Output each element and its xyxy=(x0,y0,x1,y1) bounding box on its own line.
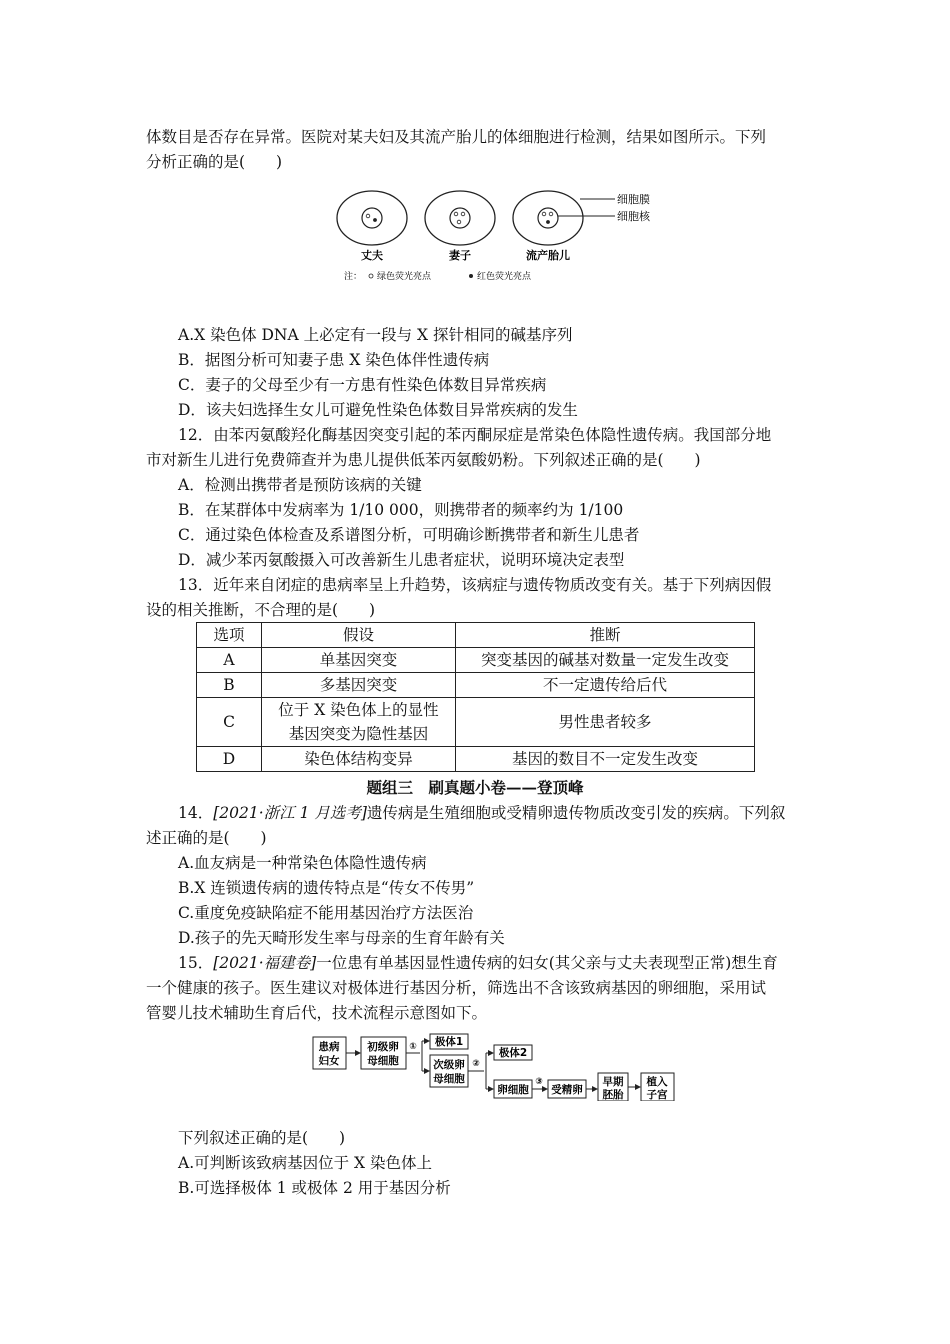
q11-option-c: C．妻子的父母至少有一方患有性染色体数目异常疾病 xyxy=(178,376,547,394)
q14-option-b: B.X 连锁遗传病的遗传特点是“传女不传男” xyxy=(178,879,475,897)
row-inference: 突变基因的碱基对数量一定发生改变 xyxy=(456,648,755,673)
note-red: 红色荧光亮点 xyxy=(477,272,532,282)
svg-text:卵细胞: 卵细胞 xyxy=(497,1084,529,1096)
q11-option-d: D．该夫妇选择生女儿可避免性染色体数目异常疾病的发生 xyxy=(178,401,578,419)
q14-stem-1 xyxy=(178,803,785,823)
red-dot xyxy=(373,218,377,222)
q13-table xyxy=(196,622,755,772)
svg-text:子宫: 子宫 xyxy=(646,1089,668,1101)
table-header-row xyxy=(197,623,755,648)
row-hypothesis xyxy=(262,698,456,747)
green-dot xyxy=(366,214,370,218)
q14-option-c: C.重度免疫缺陷症不能用基因治疗方法医治 xyxy=(178,904,474,922)
fetus-cell-nucleus xyxy=(538,208,558,228)
legend-red-dot xyxy=(469,274,473,278)
svg-text:次级卵: 次级卵 xyxy=(433,1059,465,1071)
row-option: C xyxy=(197,698,262,747)
row-option: B xyxy=(197,673,262,698)
label-nucleus: 细胞核 xyxy=(617,210,650,223)
table-row xyxy=(197,698,755,747)
q15-number: 15． xyxy=(178,954,214,972)
green-dot xyxy=(542,212,546,216)
q12-option-c: C．通过染色体检查及系谱图分析，可明确诊断携带者和新生儿患者 xyxy=(178,526,640,544)
q13-stem-2: 设的相关推断，不合理的是( ) xyxy=(146,601,376,619)
q14-stem-2: 述正确的是( ) xyxy=(146,829,267,847)
q14-stem-rest: 遗传病是生殖细胞或受精卵遗传物质改变引发的疾病。下列叙 xyxy=(366,804,786,822)
header-option: 选项 xyxy=(197,623,262,648)
row-hypothesis: 多基因突变 xyxy=(262,673,456,698)
step-2: ② xyxy=(472,1059,480,1069)
step-1: ① xyxy=(409,1042,417,1052)
q14-source: [2021·浙江 1 月选考] xyxy=(213,804,367,822)
row-hypothesis: 染色体结构变异 xyxy=(262,747,456,772)
svg-text:胚胎: 胚胎 xyxy=(602,1089,624,1101)
q14-option-d: D.孩子的先天畸形发生率与母亲的生育年龄有关 xyxy=(178,929,505,947)
wife-label: 妻子 xyxy=(449,249,471,262)
q15-option-a: A.可判断该致病基因位于 X 染色体上 xyxy=(178,1154,433,1172)
q13-stem-1: 13．近年来自闭症的患病率呈上升趋势，该病症与遗传物质改变有关。基于下列病因假 xyxy=(178,576,772,594)
q12-option-a: A．检测出携带者是预防该病的关键 xyxy=(178,476,422,494)
step-3: ③ xyxy=(535,1077,543,1087)
svg-text:早期: 早期 xyxy=(602,1076,624,1088)
table-row xyxy=(197,673,755,698)
svg-text:极体2: 极体2 xyxy=(498,1047,528,1059)
svg-text:极体1: 极体1 xyxy=(434,1036,464,1048)
header-inference: 推断 xyxy=(456,623,755,648)
green-dot xyxy=(454,212,458,216)
husband-label: 丈夫 xyxy=(361,249,383,262)
q11-option-a: A.X 染色体 DNA 上必定有一段与 X 探针相同的碱基序列 xyxy=(178,326,573,344)
q15-stem-rest: 一位患有单基因显性遗传病的妇女(其父亲与丈夫表现型正常)想生育 xyxy=(316,954,778,972)
q14-option-a: A.血友病是一种常染色体隐性遗传病 xyxy=(178,854,427,872)
q12-option-d: D．减少苯丙氨酸摄入可改善新生儿患者症状，说明环境决定表型 xyxy=(178,551,625,569)
row-inference: 基因的数目不一定发生改变 xyxy=(456,747,755,772)
label-membrane: 细胞膜 xyxy=(617,193,650,206)
note-green: 绿色荧光亮点 xyxy=(377,272,432,282)
q15-stem-1 xyxy=(178,953,778,973)
q12-option-b: B．在某群体中发病率为 1/10 000，则携带者的频率约为 1/100 xyxy=(178,501,624,519)
green-dot xyxy=(549,212,553,216)
intro-line-1: 体数目是否存在异常。医院对某夫妇及其流产胎儿的体细胞进行检测，结果如图所示。下列 xyxy=(146,128,767,146)
wife-cell-membrane xyxy=(425,191,495,245)
row-option: A xyxy=(197,648,262,673)
header-hypothesis: 假设 xyxy=(262,623,456,648)
svg-text:植入: 植入 xyxy=(646,1076,668,1088)
fetus-label: 流产胎儿 xyxy=(526,249,570,262)
q15-stem-2: 一个健康的孩子。医生建议对极体进行基因分析，筛选出不含该致病基因的卵细胞，采用试 xyxy=(146,979,767,997)
svg-text:患病: 患病 xyxy=(318,1041,340,1053)
row-inference: 男性患者较多 xyxy=(456,698,755,747)
svg-text:受精卵: 受精卵 xyxy=(551,1084,583,1096)
q12-stem-1: 12．由苯丙氨酸羟化酶基因突变引起的苯丙酮尿症是常染色体隐性遗传病。我国部分地 xyxy=(178,426,772,444)
ivf-flow-diagram xyxy=(312,1033,677,1101)
note-prefix: 注： xyxy=(344,272,363,282)
svg-text:初级卵: 初级卵 xyxy=(367,1041,399,1053)
red-dot xyxy=(546,220,550,224)
section-title: 题组三 刷真题小卷——登顶峰 xyxy=(366,778,584,797)
intro-line-2: 分析正确的是( ) xyxy=(146,153,283,171)
green-dot xyxy=(457,220,461,224)
row-option: D xyxy=(197,747,262,772)
q14-number: 14． xyxy=(178,804,214,822)
svg-text:母细胞: 母细胞 xyxy=(367,1055,399,1067)
svg-text:母细胞: 母细胞 xyxy=(433,1073,465,1085)
q12-stem-2: 市对新生儿进行免费筛查并为患儿提供低苯丙氨酸奶粉。下列叙述正确的是( ) xyxy=(146,451,701,469)
legend-green-dot xyxy=(369,274,373,278)
fetus-cell-membrane xyxy=(513,191,583,245)
q15-prompt: 下列叙述正确的是( ) xyxy=(178,1129,346,1147)
table-row xyxy=(197,747,755,772)
row-hypothesis-line-2: 基因突变为隐性基因 xyxy=(288,725,429,743)
q15-source: [2021·福建卷] xyxy=(213,954,317,972)
row-inference: 不一定遗传给后代 xyxy=(456,673,755,698)
husband-cell-membrane xyxy=(337,191,407,245)
svg-text:妇女: 妇女 xyxy=(318,1055,340,1067)
row-hypothesis-line-1: 位于 X 染色体上的显性 xyxy=(278,701,439,719)
q15-option-b: B.可选择极体 1 或极体 2 用于基因分析 xyxy=(178,1179,451,1197)
wife-cell-nucleus xyxy=(450,208,470,228)
green-dot xyxy=(461,212,465,216)
table-row xyxy=(197,648,755,673)
cell-figure xyxy=(330,185,650,285)
q11-option-b: B．据图分析可知妻子患 X 染色体伴性遗传病 xyxy=(178,351,490,369)
q15-stem-3: 管婴儿技术辅助生育后代，技术流程示意图如下。 xyxy=(146,1004,488,1022)
row-hypothesis: 单基因突变 xyxy=(262,648,456,673)
husband-cell-nucleus xyxy=(362,208,382,228)
